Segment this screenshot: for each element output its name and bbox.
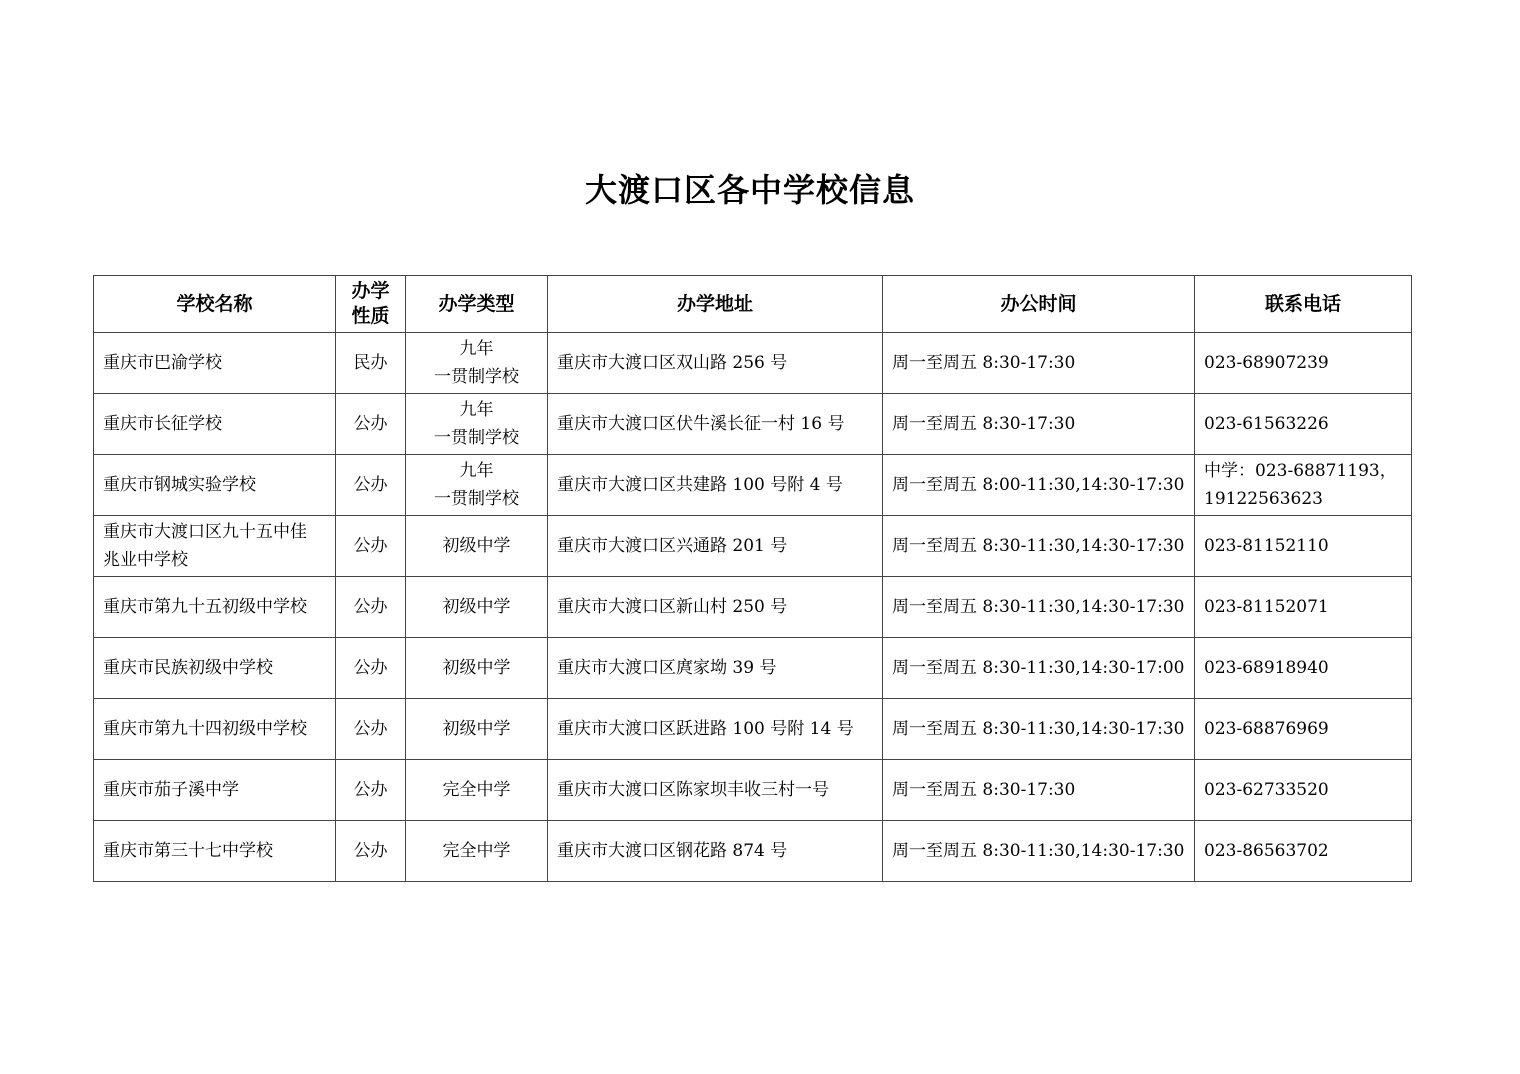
cell-school-name bbox=[94, 333, 336, 394]
table-row bbox=[94, 516, 1412, 577]
page-title: 大渡口区各中学校信息 bbox=[584, 171, 915, 209]
header-school-name: 学校名称 bbox=[94, 276, 336, 333]
cell-phone num-line1: 023-81152071 bbox=[1204, 597, 1329, 617]
header-school-type: 办学类型 bbox=[406, 276, 548, 333]
cell-office-hours bbox=[883, 760, 1195, 821]
cell-phone num bbox=[1195, 638, 1412, 699]
cell-school-address-line1: 重庆市大渡口区双山路 256 号 bbox=[557, 353, 788, 373]
cell-school-nature-line1: 公办 bbox=[353, 780, 388, 800]
cell-school-nature bbox=[336, 333, 406, 394]
table-row bbox=[94, 394, 1412, 455]
cell-school-nature bbox=[336, 821, 406, 882]
cell-school-name bbox=[94, 577, 336, 638]
cell-school-nature-line1: 公办 bbox=[353, 841, 388, 861]
cell-school-address-line1: 重庆市大渡口区伏牛溪长征一村 16 号 bbox=[557, 414, 845, 434]
cell-school-address bbox=[548, 760, 883, 821]
cell-school-name-line1: 重庆市茄子溪中学 bbox=[103, 780, 239, 800]
cell-phone num bbox=[1195, 821, 1412, 882]
cell-school-address bbox=[548, 699, 883, 760]
cell-office-hours bbox=[883, 394, 1195, 455]
cell-phone num-line1: 023-68918940 bbox=[1204, 658, 1329, 678]
cell-school-type-line1: 初级中学 bbox=[442, 536, 511, 556]
cell-school-name-line1: 重庆市长征学校 bbox=[103, 414, 222, 434]
cell-school-type bbox=[406, 455, 548, 516]
cell-school-name bbox=[94, 638, 336, 699]
cell-phone num-line1: 023-68876969 bbox=[1204, 719, 1329, 739]
cell-school-name bbox=[94, 516, 336, 577]
cell-school-address bbox=[548, 455, 883, 516]
cell-school-name-line1: 重庆市巴渝学校 bbox=[103, 353, 222, 373]
cell-school-address-line1: 重庆市大渡口区共建路 100 号附 4 号 bbox=[557, 475, 843, 495]
table-body bbox=[94, 333, 1412, 882]
cell-school-address-line1: 重庆市大渡口区跃进路 100 号附 14 号 bbox=[557, 719, 854, 739]
header-phone: 联系电话 bbox=[1195, 276, 1412, 333]
cell-school-type-line1: 初级中学 bbox=[442, 597, 511, 617]
cell-school-name bbox=[94, 699, 336, 760]
cell-school-address bbox=[548, 821, 883, 882]
school-info-table bbox=[93, 275, 1412, 882]
header-school-nature bbox=[336, 276, 406, 333]
cell-office-hours-line1: 周一至周五 8:30-11:30,14:30-17:30 bbox=[892, 536, 1185, 556]
cell-office-hours-line1: 周一至周五 8:30-11:30,14:30-17:00 bbox=[892, 658, 1185, 678]
cell-school-name bbox=[94, 760, 336, 821]
cell-office-hours-line1: 周一至周五 8:30-11:30,14:30-17:30 bbox=[892, 597, 1185, 617]
header-school-nature-line2: 性质 bbox=[351, 305, 390, 327]
cell-school-address bbox=[548, 394, 883, 455]
cell-school-nature-line1: 公办 bbox=[353, 658, 388, 678]
cell-school-type-line1: 初级中学 bbox=[442, 658, 511, 678]
cell-school-address-line1: 重庆市大渡口区兴通路 201 号 bbox=[557, 536, 788, 556]
cell-school-name bbox=[94, 455, 336, 516]
cell-office-hours-line1: 周一至周五 8:30-17:30 bbox=[892, 780, 1076, 800]
header-school-nature-line1: 办学 bbox=[351, 280, 390, 302]
cell-school-address-line1: 重庆市大渡口区钢花路 874 号 bbox=[557, 841, 788, 861]
table-header-row bbox=[94, 276, 1412, 333]
cell-school-nature-line1: 公办 bbox=[353, 414, 388, 434]
cell-school-nature-line1: 公办 bbox=[353, 719, 388, 739]
cell-school-nature bbox=[336, 699, 406, 760]
cell-phone num-line1: 中学：023-68871193， bbox=[1204, 461, 1397, 481]
table-row bbox=[94, 577, 1412, 638]
cell-office-hours-line1: 周一至周五 8:00-11:30,14:30-17:30 bbox=[892, 475, 1185, 495]
cell-phone num-line2: 19122563623 bbox=[1204, 489, 1323, 509]
cell-school-address bbox=[548, 638, 883, 699]
cell-office-hours-line1: 周一至周五 8:30-17:30 bbox=[892, 353, 1076, 373]
cell-school-nature bbox=[336, 394, 406, 455]
cell-office-hours bbox=[883, 577, 1195, 638]
cell-school-type-line2: 一贯制学校 bbox=[434, 428, 519, 448]
cell-school-type-line1: 初级中学 bbox=[442, 719, 511, 739]
cell-phone num-line1: 023-61563226 bbox=[1204, 414, 1329, 434]
table-row bbox=[94, 638, 1412, 699]
cell-phone num bbox=[1195, 577, 1412, 638]
cell-school-name-line1: 重庆市第三十七中学校 bbox=[103, 841, 273, 861]
cell-school-nature-line1: 公办 bbox=[353, 597, 388, 617]
cell-school-type bbox=[406, 394, 548, 455]
cell-school-type bbox=[406, 638, 548, 699]
cell-school-type bbox=[406, 821, 548, 882]
cell-school-type bbox=[406, 577, 548, 638]
cell-school-type-line2: 一贯制学校 bbox=[434, 489, 519, 509]
cell-school-type-line1: 九年 bbox=[459, 400, 494, 420]
cell-office-hours-line1: 周一至周五 8:30-17:30 bbox=[892, 414, 1076, 434]
cell-school-name-line1: 重庆市民族初级中学校 bbox=[103, 658, 273, 678]
cell-school-name-line1: 重庆市第九十五初级中学校 bbox=[103, 597, 307, 617]
cell-phone num-line1: 023-68907239 bbox=[1204, 353, 1329, 373]
cell-school-name bbox=[94, 394, 336, 455]
cell-school-type-line1: 九年 bbox=[459, 339, 494, 359]
cell-phone num bbox=[1195, 394, 1412, 455]
header-school-address: 办学地址 bbox=[548, 276, 883, 333]
cell-phone num-line1: 023-62733520 bbox=[1204, 780, 1329, 800]
cell-school-nature bbox=[336, 760, 406, 821]
cell-school-name-line1: 重庆市大渡口区九十五中佳 bbox=[103, 522, 307, 542]
cell-phone num bbox=[1195, 699, 1412, 760]
cell-school-name bbox=[94, 821, 336, 882]
cell-school-nature bbox=[336, 577, 406, 638]
table-row bbox=[94, 455, 1412, 516]
cell-office-hours-line1: 周一至周五 8:30-11:30,14:30-17:30 bbox=[892, 719, 1185, 739]
cell-school-address-line1: 重庆市大渡口区庹家坳 39 号 bbox=[557, 658, 777, 678]
cell-school-name-line2: 兆业中学校 bbox=[103, 550, 188, 570]
cell-school-nature bbox=[336, 638, 406, 699]
cell-phone num bbox=[1195, 455, 1412, 516]
cell-school-nature-line1: 公办 bbox=[353, 475, 388, 495]
cell-office-hours bbox=[883, 333, 1195, 394]
cell-school-nature-line1: 民办 bbox=[353, 353, 388, 373]
cell-school-type-line1: 完全中学 bbox=[442, 841, 511, 861]
cell-school-address-line1: 重庆市大渡口区陈家坝丰收三村一号 bbox=[557, 780, 829, 800]
cell-school-type bbox=[406, 699, 548, 760]
cell-phone num-line1: 023-81152110 bbox=[1204, 536, 1329, 556]
cell-phone num bbox=[1195, 516, 1412, 577]
cell-school-nature-line1: 公办 bbox=[353, 536, 388, 556]
cell-school-type bbox=[406, 333, 548, 394]
cell-office-hours bbox=[883, 821, 1195, 882]
cell-school-type-line2: 一贯制学校 bbox=[434, 367, 519, 387]
cell-school-address bbox=[548, 333, 883, 394]
cell-school-address bbox=[548, 577, 883, 638]
cell-school-type bbox=[406, 516, 548, 577]
header-office-hours: 办公时间 bbox=[883, 276, 1195, 333]
cell-school-address-line1: 重庆市大渡口区新山村 250 号 bbox=[557, 597, 788, 617]
table-row bbox=[94, 760, 1412, 821]
table-row bbox=[94, 699, 1412, 760]
cell-office-hours bbox=[883, 699, 1195, 760]
cell-office-hours bbox=[883, 516, 1195, 577]
table-row bbox=[94, 821, 1412, 882]
cell-school-nature bbox=[336, 516, 406, 577]
cell-phone num bbox=[1195, 333, 1412, 394]
cell-phone num bbox=[1195, 760, 1412, 821]
table-row bbox=[94, 333, 1412, 394]
cell-school-type bbox=[406, 760, 548, 821]
cell-school-name-line1: 重庆市第九十四初级中学校 bbox=[103, 719, 307, 739]
cell-office-hours bbox=[883, 455, 1195, 516]
cell-phone num-line1: 023-86563702 bbox=[1204, 841, 1329, 861]
cell-school-name-line1: 重庆市钢城实验学校 bbox=[103, 475, 256, 495]
cell-school-type-line1: 九年 bbox=[459, 461, 494, 481]
cell-school-type-line1: 完全中学 bbox=[442, 780, 511, 800]
cell-school-address bbox=[548, 516, 883, 577]
cell-school-nature bbox=[336, 455, 406, 516]
cell-office-hours-line1: 周一至周五 8:30-11:30,14:30-17:30 bbox=[892, 841, 1185, 861]
cell-office-hours bbox=[883, 638, 1195, 699]
